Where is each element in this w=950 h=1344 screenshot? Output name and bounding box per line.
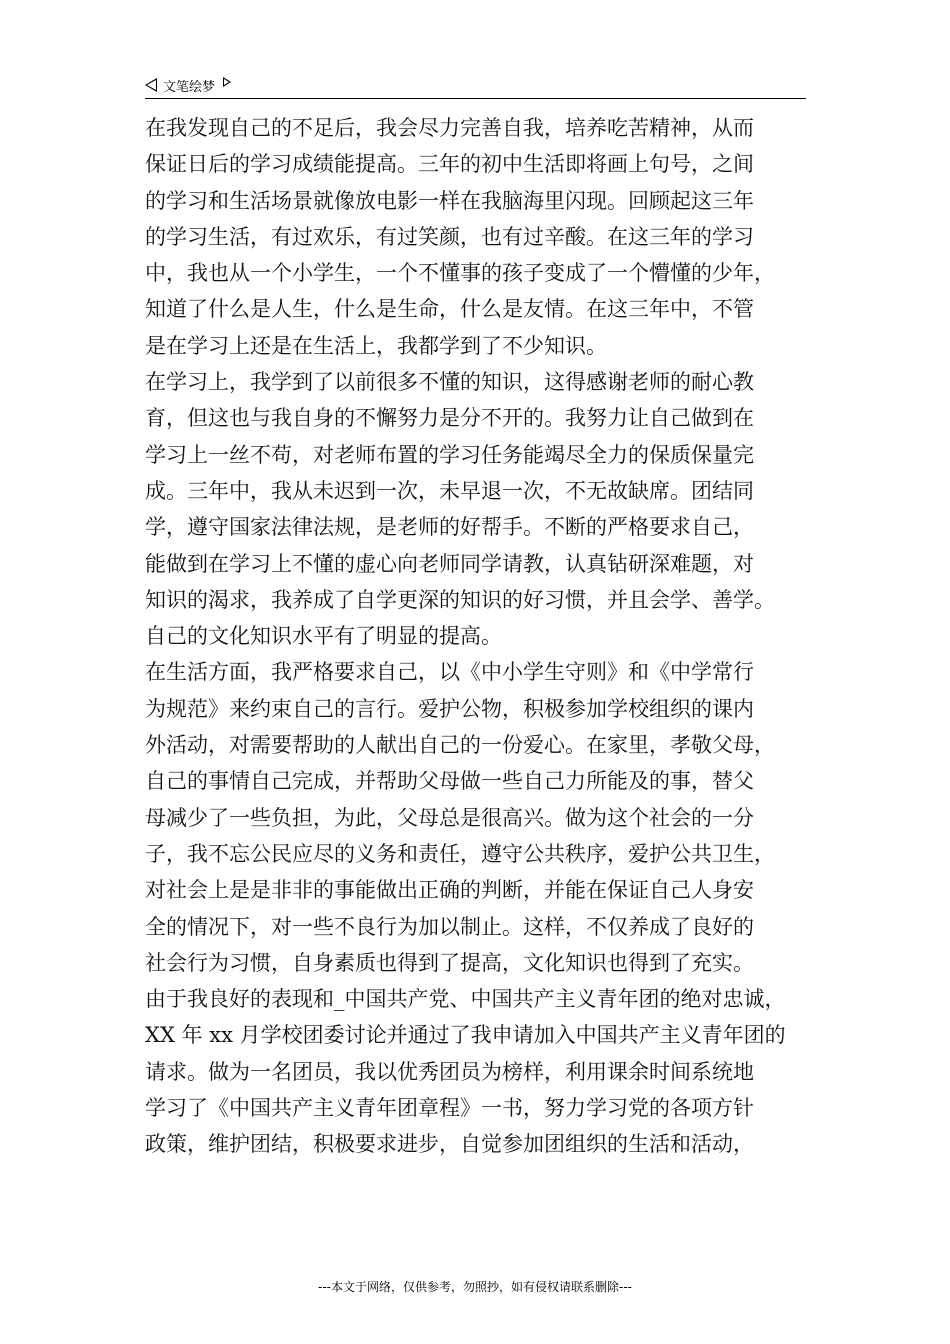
- text-line: 是在学习上还是在生活上，我都学到了不少知识。: [145, 333, 607, 358]
- body-text: [145, 110, 825, 1163]
- text-line: 的学习和生活场景就像放电影一样在我脑海里闪现。回顾起这三年: [145, 188, 754, 213]
- triangle-left-icon: [145, 78, 157, 92]
- text-line: 学习上一丝不苟，对老师布置的学习任务能竭尽全力的保质保量完: [145, 442, 754, 467]
- text-line: 母减少了一些负担，为此，父母总是很高兴。做为这个社会的一分: [145, 805, 754, 830]
- text-line: 外活动，对需要帮助的人献出自己的一份爱心。在家里，孝敬父母，: [145, 733, 775, 758]
- text-line: 中，我也从一个小学生，一个不懂事的孩子变成了一个懵懂的少年，: [145, 261, 775, 286]
- page-header: [145, 73, 805, 97]
- text-line: XX 年 xx 月学校团委讨论并通过了我申请加入中国共产主义青年团的: [145, 1023, 786, 1048]
- text-line: 请求。做为一名团员，我以优秀团员为榜样，利用课余时间系统地: [145, 1059, 754, 1084]
- text-line: 在学习上，我学到了以前很多不懂的知识，这得感谢老师的耐心教: [145, 370, 754, 395]
- text-line: 社会行为习惯，自身素质也得到了提高，文化知识也得到了充实。: [145, 950, 754, 975]
- text-line: 政策，维护团结，积极要求进步，自觉参加团组织的生活和活动，: [145, 1132, 754, 1157]
- text-line: 自己的事情自己完成，并帮助父母做一些自己力所能及的事，替父: [145, 769, 754, 794]
- text-line: 由于我良好的表现和_中国共产党、中国共产主义青年团的绝对忠诚，: [145, 987, 786, 1012]
- text-line: 知道了什么是人生，什么是生命，什么是友情。在这三年中，不管: [145, 297, 754, 322]
- text-line: 成。三年中，我从未迟到一次，未早退一次，不无故缺席。团结同: [145, 478, 754, 503]
- text-line: 育，但这也与我自身的不懈努力是分不开的。我努力让自己做到在: [145, 406, 754, 431]
- header-title: 文笔绘梦: [163, 79, 216, 95]
- text-line: 全的情况下，对一些不良行为加以制止。这样，不仅养成了良好的: [145, 914, 754, 939]
- text-line: 对社会上是是非非的事能做出正确的判断，并能在保证自己人身安: [145, 878, 754, 903]
- header-divider: [145, 98, 806, 99]
- text-line: 知识的渴求，我养成了自学更深的知识的好习惯，并且会学、善学。: [145, 587, 775, 612]
- text-line: 保证日后的学习成绩能提高。三年的初中生活即将画上句号，之间: [145, 152, 754, 177]
- text-line: 的学习生活，有过欢乐，有过笑颜，也有过辛酸。在这三年的学习: [145, 224, 754, 249]
- text-line: 子，我不忘公民应尽的义务和责任，遵守公共秩序，爱护公共卫生，: [145, 841, 775, 866]
- text-line: 学习了《中国共产主义青年团章程》一书，努力学习党的各项方针: [145, 1096, 754, 1121]
- page-footer: ---本文于网络，仅供参考，勿照抄，如有侵权请联系删除---: [318, 1280, 632, 1294]
- text-line: 为规范》来约束自己的言行。爱护公物，积极参加学校组织的课内: [145, 696, 754, 721]
- text-line: 在生活方面，我严格要求自己，以《中小学生守则》和《中学常行: [145, 660, 754, 685]
- text-line: 自己的文化知识水平有了明显的提高。: [145, 624, 502, 649]
- text-line: 学，遵守国家法律法规，是老师的好帮手。不断的严格要求自己，: [145, 515, 754, 540]
- text-line: 在我发现自己的不足后，我会尽力完善自我，培养吃苦精神，从而: [145, 116, 754, 140]
- text-line: 能做到在学习上不懂的虚心向老师同学请教，认真钻研深难题，对: [145, 551, 754, 576]
- triangle-right-icon: [223, 77, 231, 87]
